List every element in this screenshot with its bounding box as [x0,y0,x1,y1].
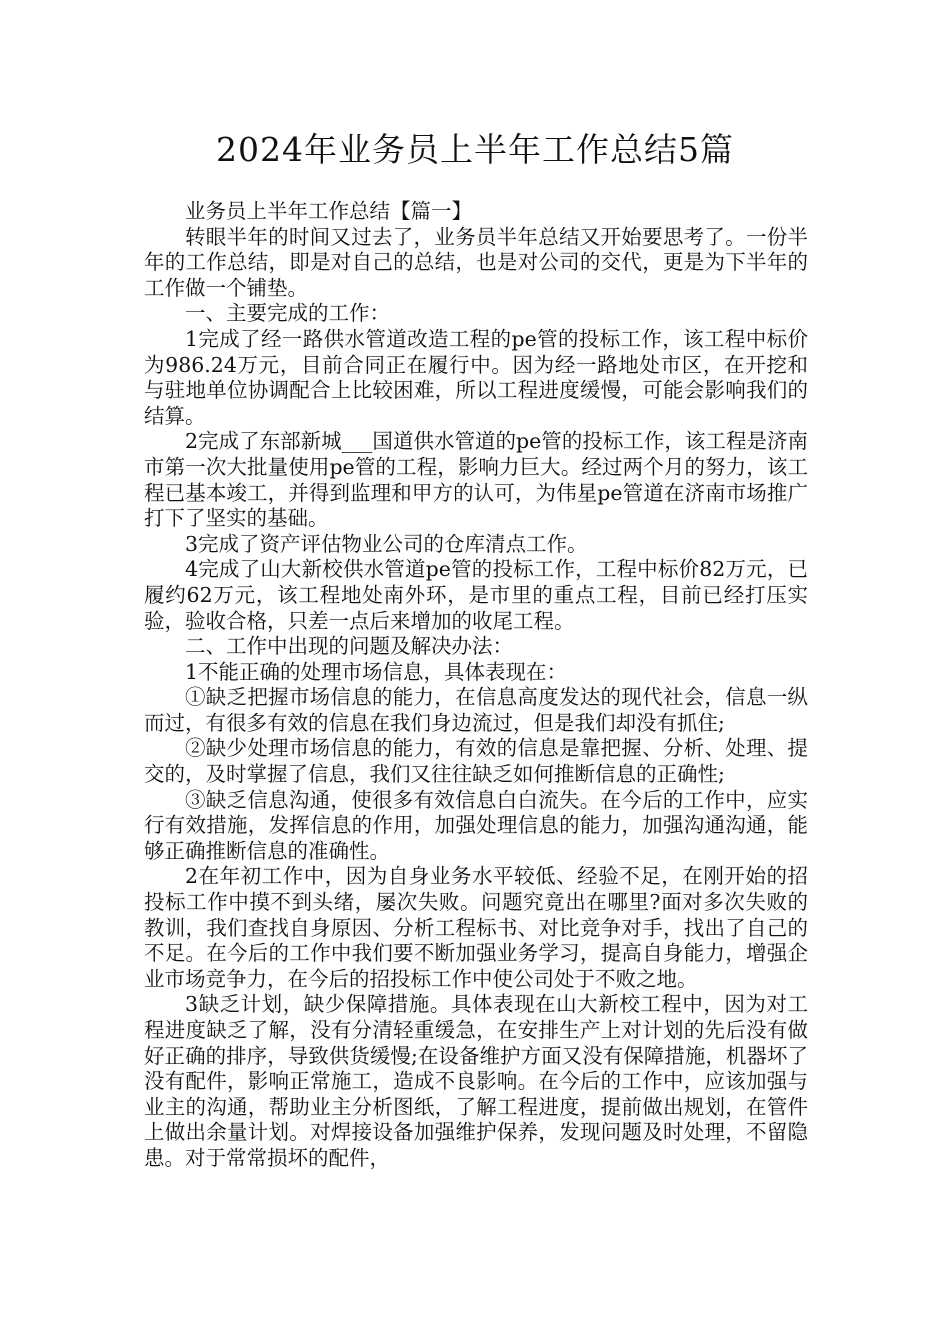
paragraph-section-heading: 业务员上半年工作总结【篇一】 [185,199,472,223]
paragraph-item-3: 3完成了资产评估物业公司的仓库清点工作。 [185,531,588,556]
paragraph-problem-2: 2在年初工作中，因为自身业务水平较低、经验不足，在刚开始的招投标工作中摸不到头绪，屡次失败。问题究竟出在哪里?面对多次失败的教训，我们查找自身原因、分析工程标书、对比竞争对手，找出了自己的不足。在今后的工作中我们要不断加强业务学习，提高自身能力，增强企业市场竞争力，在今后的招投标工作中使公司处于不败之地。 [144,864,808,991]
paragraph-problem-1: 1不能正确的处理市场信息，具体表现在： [185,659,568,684]
paragraph-heading-problems: 二、工作中出现的问题及解决办法： [185,634,513,659]
document-title: 2024年业务员上半年工作总结5篇 [216,130,734,169]
paragraph-item-2: 2完成了东部新城___国道供水管道的pe管的投标工作，该工程是济南市第一次大批量使用pe管的工程，影响力巨大。经过两个月的努力，该工程已基本竣工，并得到监理和甲方的认可，为伟星pe管道在济南市场推广打下了坚实的基础。 [144,429,808,531]
paragraph-item-1: 1完成了经一路供水管道改造工程的pe管的投标工作，该工程中标价为986.24万元，目前合同正在履行中。因为经一路地处市区，在开挖和与驻地单位协调配合上比较困难，所以工程进度缓慢，可能会影响我们的结算。 [144,326,808,428]
paragraph-problem-3: 3缺乏计划，缺少保障措施。具体表现在山大新校工程中，因为对工程进度缺乏了解，没有分清轻重缓急，在安排生产上对计划的先后没有做好正确的排序，导致供货缓慢;在设备维护方面又没有保障措施，机器坏了没有配件，影响正常施工，造成不良影响。在今后的工作中，应该加强与业主的沟通，帮助业主分析图纸，了解工程进度，提前做出规划，在管件上做出余量计划。对焊接设备加强维护保养，发现问题及时处理，不留隐患。对于常常损坏的配件， [144,992,808,1170]
paragraph-problem-1-b: ②缺少处理市场信息的能力，有效的信息是靠把握、分析、处理、提交的，及时掌握了信息，我们又往往缺乏如何推断信息的正确性; [144,736,808,787]
paragraph-problem-1-c: ③缺乏信息沟通，使很多有效信息白白流失。在今后的工作中，应实行有效措施，发挥信息的作用，加强处理信息的能力，加强沟通沟通，能够正确推断信息的准确性。 [144,787,808,863]
paragraph-heading-completed-work: 一、主要完成的工作： [185,301,390,326]
paragraph-intro: 转眼半年的时间又过去了，业务员半年总结又开始要思考了。一份半年的工作总结，即是对自己的总结，也是对公司的交代，更是为下半年的工作做一个铺垫。 [144,224,808,300]
document-body [144,199,808,1172]
paragraph-item-4: 4完成了山大新校供水管道pe管的投标工作，工程中标价82万元，已履约62万元，该工程地处南外环，是市里的重点工程，目前已经打压实验，验收合格，只差一点后来增加的收尾工程。 [144,557,808,633]
paragraph-problem-1-a: ①缺乏把握市场信息的能力，在信息高度发达的现代社会，信息一纵而过，有很多有效的信息在我们身边流过，但是我们却没有抓住; [144,685,808,735]
